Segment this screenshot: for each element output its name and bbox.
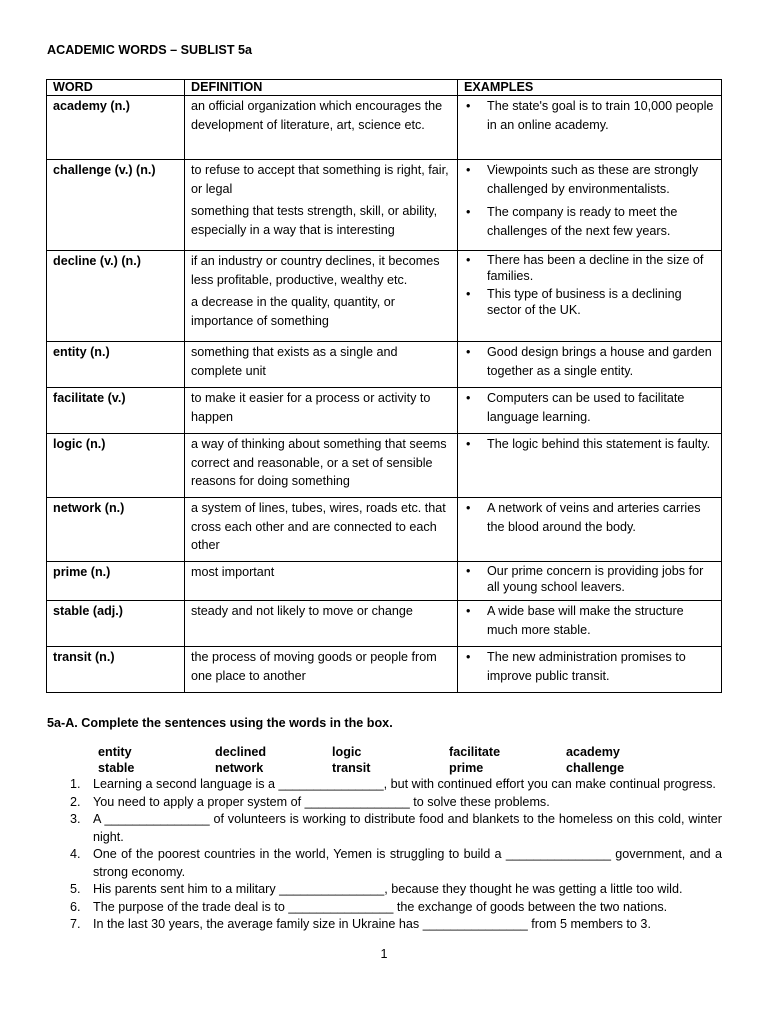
examples-cell	[458, 562, 722, 601]
definition-cell	[185, 160, 458, 251]
definition-cell	[185, 498, 458, 562]
word-cell: prime (n.)	[47, 562, 185, 601]
word-cell: entity (n.)	[47, 342, 185, 388]
example-item: • The state's goal is to train 10,000 people in an online academy.	[464, 97, 715, 134]
examples-cell	[458, 498, 722, 562]
examples-cell	[458, 647, 722, 693]
table-row	[47, 434, 722, 498]
definition-text: a decrease in the quality, quantity, or importance of something	[191, 295, 395, 328]
example-item: • The new administration promises to improve public transit.	[464, 648, 715, 685]
definition-text: a system of lines, tubes, wires, roads etc. that cross each other and are connected to each other	[191, 501, 446, 552]
example-list	[464, 343, 715, 380]
sentence-number: 3.	[70, 812, 81, 826]
example-item: • A network of veins and arteries carries the blood around the body.	[464, 499, 715, 536]
definition-cell	[185, 251, 458, 342]
examples-cell	[458, 434, 722, 498]
example-item: • Good design brings a house and garden together as a single entity.	[464, 343, 715, 380]
word-box-item: transit	[332, 761, 371, 775]
definition-text: something that tests strength, skill, or ability, especially in a way that is interesting	[191, 204, 438, 237]
table-row	[47, 160, 722, 251]
header-definition: DEFINITION	[185, 80, 458, 96]
table-row	[47, 251, 722, 342]
sentence-text: One of the poorest countries in the world, Yemen is struggling to build a _______________ government, and a strong economy.	[93, 847, 722, 879]
example-item: • Viewpoints such as these are strongly challenged by environmentalists.	[464, 161, 715, 198]
header-word: WORD	[47, 80, 185, 96]
definition-text: steady and not likely to move or change	[191, 604, 413, 618]
definition-text: to refuse to accept that something is right, fair, or legal	[191, 163, 449, 196]
sentence-item	[47, 899, 722, 917]
word-box-item: network	[215, 761, 264, 775]
example-item: • The company is ready to meet the challenges of the next few years.	[464, 203, 715, 240]
word-cell: stable (adj.)	[47, 601, 185, 647]
examples-cell	[458, 160, 722, 251]
example-list	[464, 602, 715, 639]
sentence-text: The purpose of the trade deal is to _______________ the exchange of goods between the two nations.	[93, 899, 668, 914]
sentence-number: 7.	[70, 917, 81, 931]
definition-text: something that exists as a single and complete unit	[191, 345, 398, 378]
definition-text: an official organization which encourages the development of literature, art, science etc.	[191, 99, 443, 132]
definition-cell	[185, 388, 458, 434]
sentence-item	[47, 916, 722, 934]
example-item: • Our prime concern is providing jobs for all young school leavers.	[464, 563, 715, 595]
sentence-number: 2.	[70, 794, 81, 809]
example-list	[464, 252, 715, 318]
table-row	[47, 601, 722, 647]
example-list	[464, 499, 715, 536]
exercise-heading: 5a-A. Complete the sentences using the words in the box.	[47, 716, 393, 730]
definition-text: most important	[191, 565, 275, 579]
word-box-item: challenge	[566, 761, 625, 775]
examples-cell	[458, 251, 722, 342]
definition-cell	[185, 562, 458, 601]
example-list	[464, 435, 715, 454]
definition-cell	[185, 96, 458, 160]
definition-text: to make it easier for a process or activity to happen	[191, 391, 431, 424]
table-row	[47, 647, 722, 693]
page-title: ACADEMIC WORDS – SUBLIST 5a	[47, 43, 253, 57]
word-box-item: declined	[215, 745, 267, 759]
sentence-list	[47, 776, 722, 934]
sentence-number: 5.	[70, 882, 81, 896]
example-item: • The logic behind this statement is faulty.	[464, 435, 715, 454]
example-list	[464, 97, 715, 134]
word-cell: network (n.)	[47, 498, 185, 562]
definition-text: if an industry or country declines, it becomes less profitable, productive, wealthy etc.	[191, 254, 440, 287]
example-item: • There has been a decline in the size of families.	[464, 252, 715, 284]
example-item: • This type of business is a declining sector of the UK.	[464, 286, 715, 318]
word-box-item: prime	[449, 761, 484, 775]
example-list	[464, 161, 715, 240]
definition-text: the process of moving goods or people from one place to another	[191, 650, 437, 683]
word-cell: logic (n.)	[47, 434, 185, 498]
word-cell: decline (v.) (n.)	[47, 251, 185, 342]
example-item: • Computers can be used to facilitate language learning.	[464, 389, 715, 426]
sentence-number: 4.	[70, 847, 81, 861]
sentence-item	[47, 776, 722, 794]
word-cell: academy (n.)	[47, 96, 185, 160]
word-box-item: academy	[566, 745, 620, 759]
table-row	[47, 562, 722, 601]
sentence-text: You need to apply a proper system of _______________ to solve these problems.	[93, 794, 550, 809]
word-box-item: entity	[98, 745, 132, 759]
example-list	[464, 648, 715, 685]
word-cell: challenge (v.) (n.)	[47, 160, 185, 251]
table-row	[47, 342, 722, 388]
examples-cell	[458, 342, 722, 388]
word-box-item: facilitate	[449, 745, 501, 759]
vocabulary-table	[46, 79, 722, 693]
definition-cell	[185, 601, 458, 647]
sentence-item	[47, 794, 722, 812]
examples-cell	[458, 388, 722, 434]
word-box-item: logic	[332, 745, 362, 759]
table-row	[47, 96, 722, 160]
sentence-text: His parents sent him to a military _______________, because they thought he was getting a little too wild.	[93, 882, 683, 896]
definition-cell	[185, 647, 458, 693]
table-row	[47, 388, 722, 434]
examples-cell	[458, 601, 722, 647]
sentence-item	[47, 881, 722, 899]
example-list	[464, 389, 715, 426]
sentence-text: Learning a second language is a _______________, but with continued effort you can make continual progress.	[93, 777, 716, 791]
sentence-number: 1.	[70, 777, 81, 791]
definition-cell	[185, 434, 458, 498]
example-list	[464, 563, 715, 595]
example-item: • A wide base will make the structure much more stable.	[464, 602, 715, 639]
word-box-item: stable	[98, 761, 135, 775]
sentence-item	[47, 811, 722, 846]
sentence-text: A _______________ of volunteers is working to distribute food and blankets to the homeless on this cold, winter night.	[93, 812, 722, 844]
header-examples: EXAMPLES	[458, 80, 722, 96]
examples-cell	[458, 96, 722, 160]
table-header-row	[47, 80, 722, 96]
table-row	[47, 498, 722, 562]
page-number: 1	[380, 947, 388, 961]
sentence-item	[47, 846, 722, 881]
definition-text: a way of thinking about something that seems correct and reasonable, or a set of sensible reasons for doing something	[191, 437, 447, 488]
definition-cell	[185, 342, 458, 388]
word-cell: transit (n.)	[47, 647, 185, 693]
word-box	[98, 744, 683, 776]
word-cell: facilitate (v.)	[47, 388, 185, 434]
sentence-text: In the last 30 years, the average family size in Ukraine has _______________ from 5 members to 3.	[93, 917, 651, 931]
sentence-number: 6.	[70, 899, 81, 914]
